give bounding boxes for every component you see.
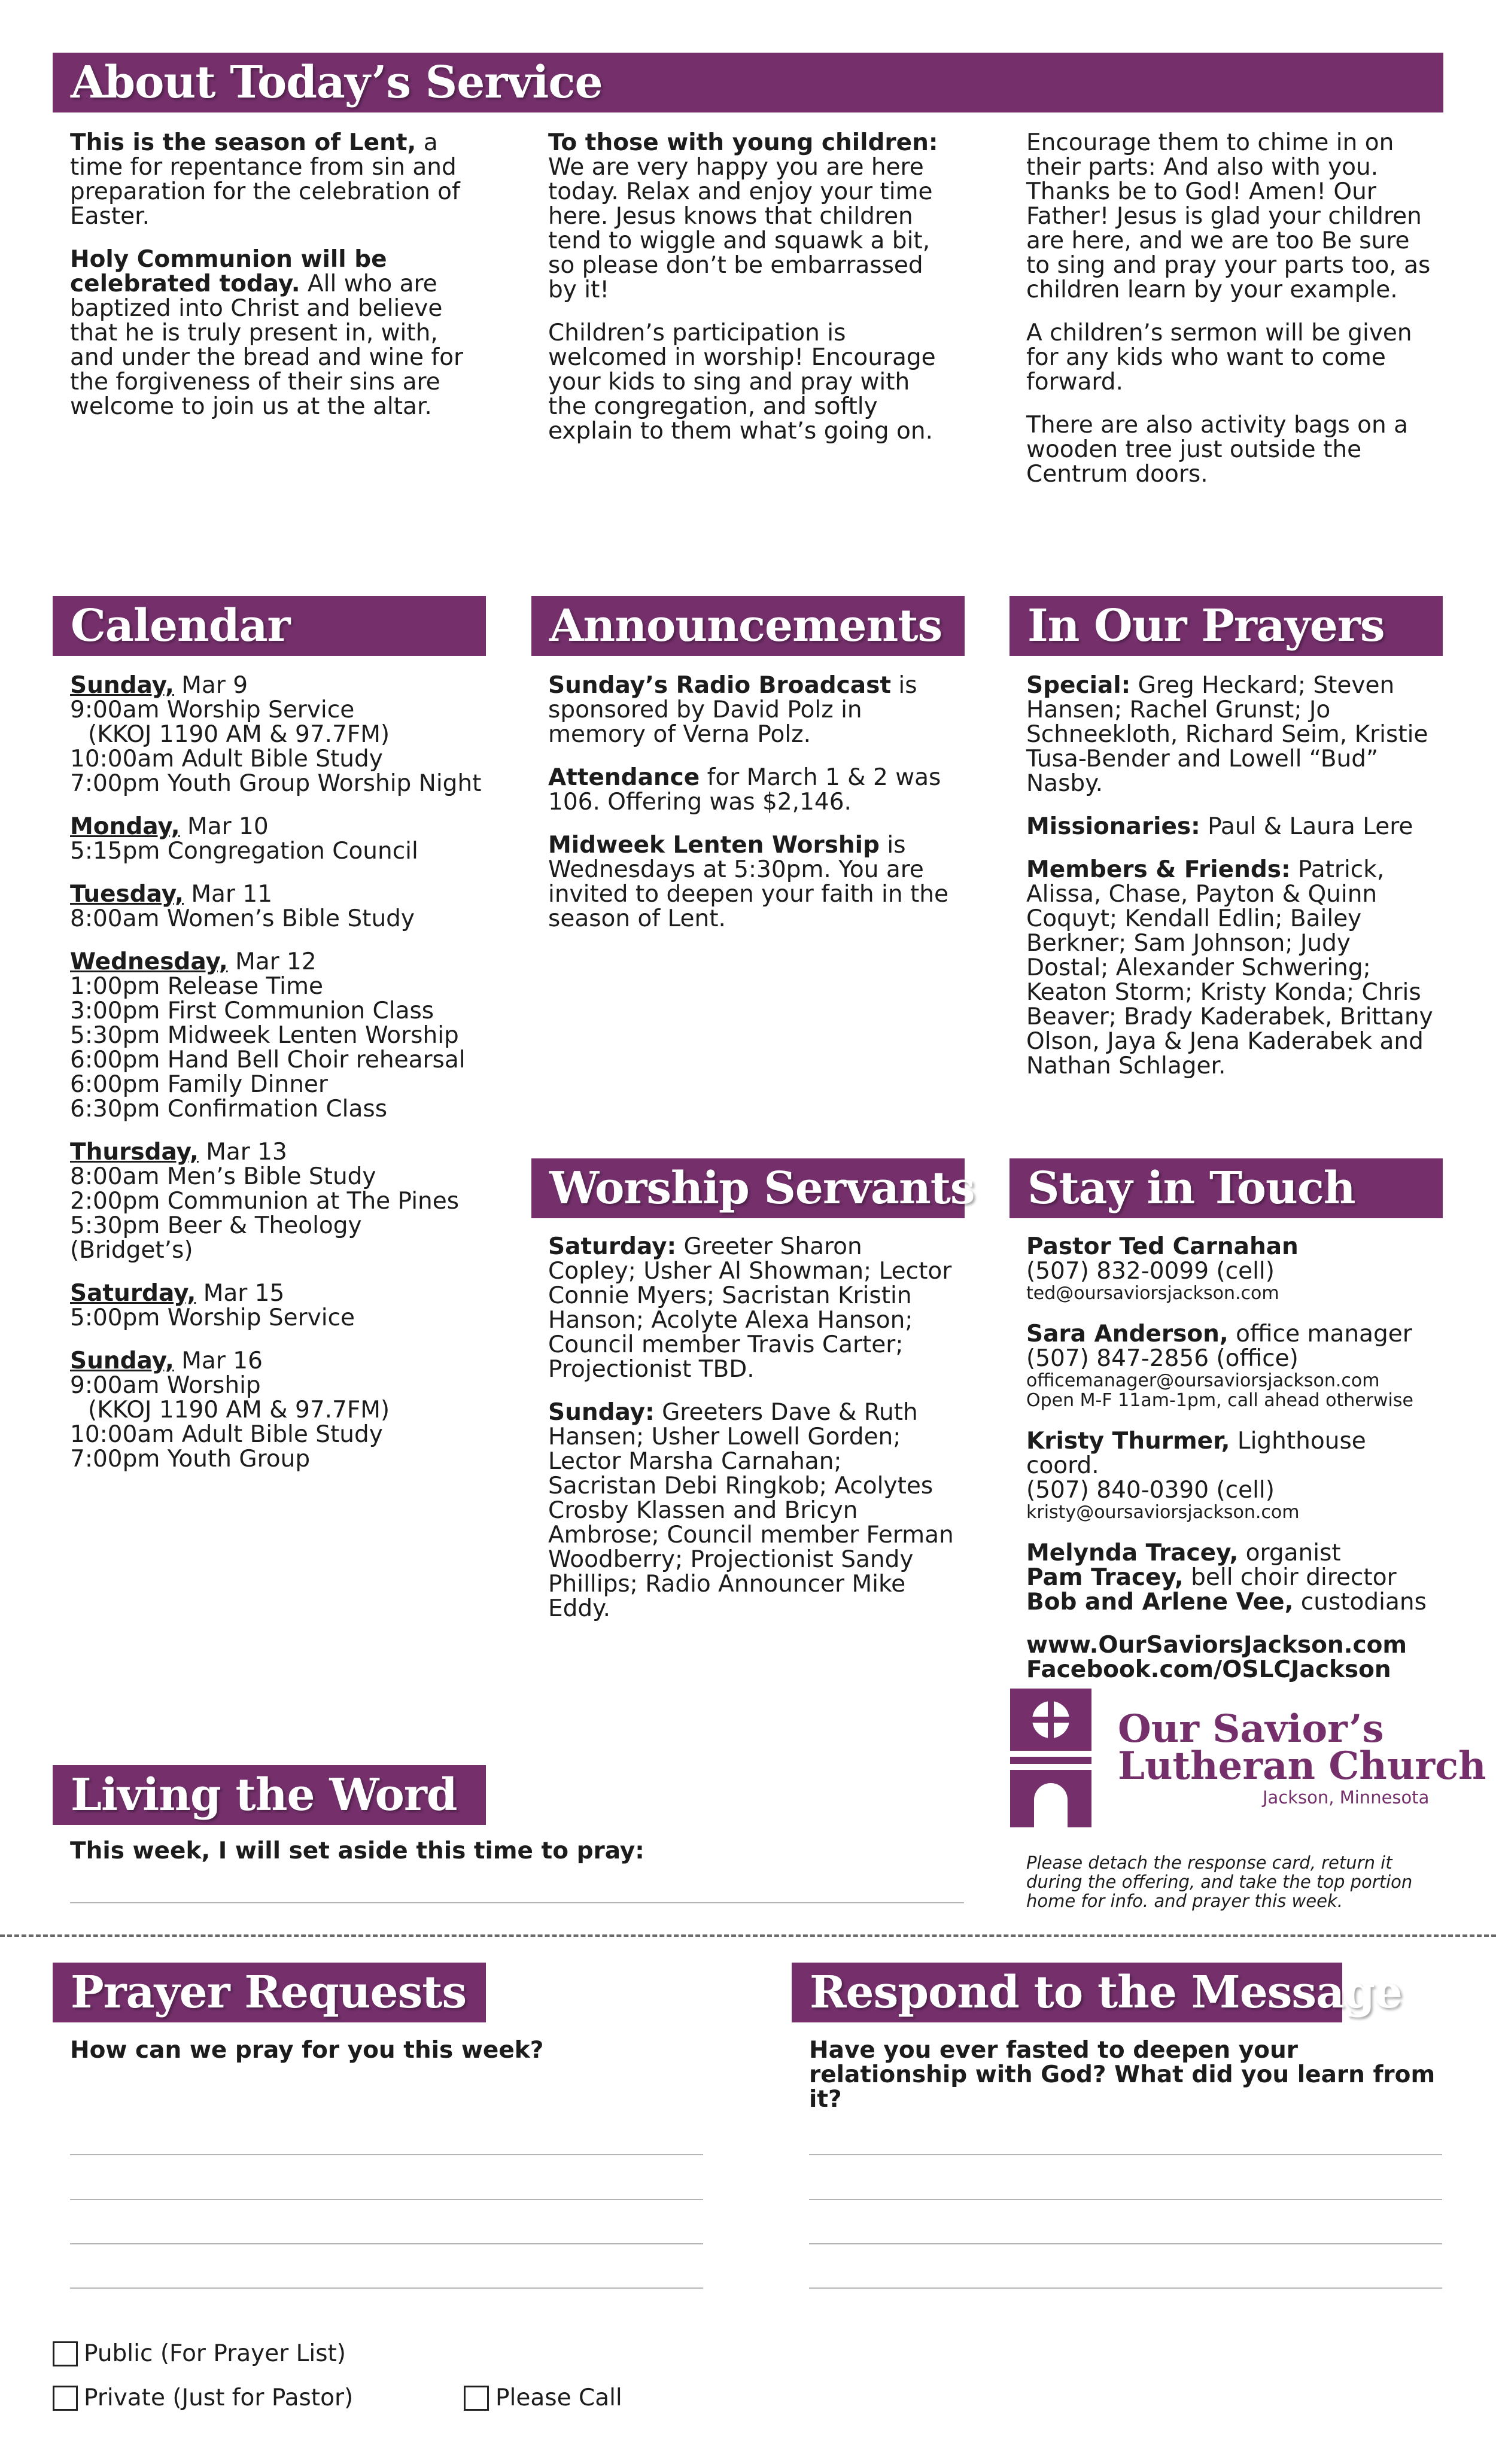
office-hours: Open M-F 11am-1pm, call ahead otherwise — [1026, 1390, 1413, 1411]
radio-paragraph — [548, 673, 955, 747]
office-email: officemanager@oursaviorsjackson.com — [1026, 1370, 1380, 1391]
calendar-day-heading — [70, 882, 483, 906]
respond-heading: Respond to the Message — [792, 1963, 1342, 2022]
calendar-day — [70, 882, 483, 931]
about-column-3 — [1026, 130, 1433, 505]
special-paragraph — [1026, 673, 1433, 796]
facebook-link[interactable]: Facebook.com/OSLCJackson — [1026, 1656, 1391, 1683]
church-logo-icon — [1010, 1689, 1091, 1827]
announcements-column — [548, 673, 955, 950]
announcements-heading: Announcements — [531, 596, 965, 656]
calendar-event: 3:00pm First Communion Class — [70, 997, 434, 1024]
children-paragraph — [548, 130, 955, 302]
private-label: Private (Just for Pastor) — [84, 2384, 354, 2411]
members-text: Patrick, Alissa, Chase, Payton & Quinn Coquyt; Kendall Edlin; Bailey Berkner; Sam Johnson; Judy Dostal; Alexander Schwering; Keaton Storm; Kristy Konda; Chris Beaver; Brady Kaderabek, Brittany Olson, Jaya & Jena Kaderabek and Nathan Schlager. — [1026, 856, 1433, 1079]
custodians: Bob and Arlene Vee, custodians — [1026, 1589, 1427, 1616]
calendar-day-date: Mar 9 — [174, 672, 248, 699]
sunday-servants-lead: Sunday: — [548, 1399, 655, 1426]
requests-prompt: How can we pray for you this week? — [70, 2037, 544, 2064]
saturday-servants-lead: Saturday: — [548, 1233, 677, 1260]
requests-line-2[interactable] — [70, 2199, 703, 2200]
special-lead: Special: — [1026, 672, 1131, 699]
living-prompt: This week, I will set aside this time to pray: — [70, 1838, 644, 1864]
radio-text: is sponsored by David Polz in memory of Verna Polz. — [548, 672, 917, 748]
calendar-event: 2:00pm Communion at The Pines — [70, 1188, 460, 1215]
prayers-column — [1026, 673, 1433, 1097]
attendance-lead: Attendance — [548, 764, 700, 791]
organist: Melynda Tracey, organist — [1026, 1540, 1341, 1566]
calendar-event: 6:00pm Family Dinner — [70, 1071, 328, 1098]
requests-heading: Prayer Requests — [53, 1963, 486, 2022]
office-manager: Sara Anderson, office manager — [1026, 1321, 1412, 1347]
living-heading: Living the Word — [53, 1765, 486, 1825]
calendar-event: 9:00am Worship — [70, 1372, 261, 1399]
calendar-day-name: Saturday, — [70, 1280, 196, 1307]
calendar-day — [70, 1349, 483, 1471]
members-paragraph — [1026, 857, 1433, 1078]
logo-city: Jackson, Minnesota — [1263, 1787, 1430, 1808]
contact-heading: Stay in Touch — [1010, 1158, 1443, 1218]
calendar-event: (KKOJ 1190 AM & 97.7FM) — [88, 1397, 390, 1423]
calendar-event: 6:00pm Hand Bell Choir rehearsal — [70, 1047, 466, 1073]
calendar-event: 5:00pm Worship Service — [70, 1304, 355, 1331]
lent-paragraph — [70, 130, 477, 229]
calendar-list — [70, 673, 483, 1490]
calendar-day-date: Mar 11 — [184, 881, 273, 908]
prayers-heading: In Our Prayers — [1010, 596, 1443, 656]
missionaries-text: Paul & Laura Lere — [1200, 813, 1413, 840]
detach-note: Please detach the response card, return it during the offering, and take the top portion home for info. and prayer this week. — [1026, 1852, 1413, 1911]
calendar-day — [70, 814, 483, 863]
attendance-text: for March 1 & 2 was 106. Offering was $2,146. — [548, 764, 941, 816]
calendar-event: (KKOJ 1190 AM & 97.7FM) — [88, 721, 390, 748]
calendar-day-date: Mar 16 — [174, 1347, 263, 1374]
lighthouse-coord: Kristy Thurmer, Lighthouse coord. — [1026, 1428, 1366, 1479]
members-lead: Members & Friends: — [1026, 856, 1291, 883]
missionaries-paragraph — [1026, 814, 1433, 839]
children-lead: To those with young children: — [548, 129, 938, 156]
calendar-event: 5:30pm Midweek Lenten Worship — [70, 1022, 459, 1049]
sermon-paragraph: A children’s sermon will be given for any kids who want to come forward. — [1026, 320, 1412, 396]
pastor-phone: (507) 832-0099 (cell) — [1026, 1258, 1275, 1285]
logo-line-1: Our Savior’s — [1118, 1706, 1384, 1751]
about-column-1 — [70, 130, 477, 437]
cut-line — [0, 1934, 1496, 1937]
calendar-day-heading — [70, 1281, 483, 1306]
communion-lead: Holy Communion will be celebrated today. — [70, 246, 387, 297]
lent-text: a time for repentance from sin and preparation for the celebration of Easter. — [70, 129, 460, 230]
calendar-heading: Calendar — [53, 596, 486, 656]
sunday-servants-text: Greeters Dave & Ruth Hansen; Usher Lowell Gorden; Lector Marsha Carnahan; Sacristan Debi Ringkob; Acolytes Crosby Klassen and Bricyn Ambrose; Council member Ferman Woodberry; Projectionist Sandy Phillips; Radio Announcer Mike Eddy. — [548, 1399, 954, 1622]
servants-heading: Worship Servants — [531, 1158, 965, 1218]
calendar-event: 9:00am Worship Service — [70, 696, 355, 723]
sunday-servants-paragraph — [548, 1400, 955, 1621]
requests-line-4[interactable] — [70, 2287, 703, 2289]
calendar-event: 10:00am Adult Bible Study — [70, 746, 383, 772]
bell-choir-director: Pam Tracey, bell choir director — [1026, 1564, 1397, 1591]
website-link[interactable]: www.OurSaviorsJackson.com — [1026, 1632, 1407, 1659]
calendar-event: 7:00pm Youth Group Worship Night — [70, 770, 482, 797]
children-text: We are very happy you are here today. Relax and enjoy your time here. Jesus knows that children tend to wiggle and squawk a bit, so please don’t be embarrassed by it! — [548, 154, 933, 303]
special-text: Greg Heckard; Steven Hansen; Rachel Grunst; Jo Schneekloth, Richard Seim, Kristie Tusa-Bender and Lowell “Bud” Nasby. — [1026, 672, 1428, 797]
calendar-event: 1:00pm Release Time — [70, 973, 323, 1000]
bags-paragraph: There are also activity bags on a wooden tree just outside the Centrum doors. — [1026, 412, 1409, 488]
calendar-day-name: Thursday, — [70, 1139, 199, 1166]
logo-line-2: Lutheran Church — [1118, 1744, 1486, 1788]
calendar-day-name: Monday, — [70, 813, 180, 840]
saturday-servants-text: Greeter Sharon Copley; Usher Al Showman; Lector Connie Myers; Sacristan Kristin Hanson; Acolyte Alexa Hanson; Council member Travis Carter; Projectionist TBD. — [548, 1233, 952, 1383]
calendar-day-heading — [70, 673, 483, 698]
pastor-name: Pastor Ted Carnahan — [1026, 1233, 1299, 1260]
public-checkbox[interactable] — [53, 2341, 78, 2366]
pastor-email: ted@oursaviorsjackson.com — [1026, 1283, 1279, 1304]
calendar-event: 5:15pm Congregation Council — [70, 838, 418, 865]
communion-text: All who are baptized into Christ and believe that he is truly present in, with, and under the bread and wine for the forgiveness of their sins are welcome to join us at the altar. — [70, 270, 464, 420]
calendar-day-heading — [70, 1140, 483, 1164]
respond-prompt: Have you ever fasted to deepen your relationship with God? What did you learn from it? — [809, 2037, 1436, 2113]
contact-column — [1026, 1234, 1445, 1682]
calendar-day — [70, 1281, 483, 1330]
calendar-day-date: Mar 10 — [180, 813, 269, 840]
calendar-event: 7:00pm Youth Group — [70, 1446, 311, 1473]
requests-line-3[interactable] — [70, 2243, 703, 2244]
calendar-day-date: Mar 13 — [198, 1139, 287, 1166]
missionaries-lead: Missionaries: — [1026, 813, 1200, 840]
calendar-event: 8:00am Women’s Bible Study — [70, 905, 415, 932]
about-column-2 — [548, 130, 955, 462]
calendar-day-name: Wednesday, — [70, 948, 228, 975]
calendar-day-date: Mar 15 — [196, 1280, 285, 1307]
calendar-day — [70, 1140, 483, 1263]
attendance-paragraph — [548, 765, 955, 814]
calendar-day — [70, 950, 483, 1121]
public-label: Public (For Prayer List) — [84, 2340, 346, 2367]
requests-line-1[interactable] — [70, 2154, 703, 2155]
radio-lead: Sunday’s Radio Broadcast — [548, 672, 891, 699]
midweek-lead: Midweek Lenten Worship — [548, 832, 880, 859]
private-checkbox[interactable] — [53, 2386, 78, 2411]
calendar-day-date: Mar 12 — [227, 948, 317, 975]
participation-paragraph: Children’s participation is welcomed in worship! Encourage your kids to sing and pray with the congregation, and softly explain to them what’s going on. — [548, 320, 936, 445]
calendar-day-heading — [70, 1349, 483, 1373]
calendar-event: 10:00am Adult Bible Study — [70, 1421, 383, 1448]
about-heading: About Today’s Service — [53, 53, 1443, 112]
respond-line-3[interactable] — [809, 2243, 1442, 2244]
respond-line-1[interactable] — [809, 2154, 1442, 2155]
midweek-paragraph — [548, 833, 955, 931]
lighthouse-phone: (507) 840-0390 (cell) — [1026, 1477, 1275, 1504]
servants-column — [548, 1234, 955, 1639]
living-write-line[interactable] — [70, 1902, 964, 1903]
respond-line-2[interactable] — [809, 2199, 1442, 2200]
please-call-label: Please Call — [495, 2384, 622, 2411]
calendar-day-name: Sunday, — [70, 672, 174, 699]
calendar-event: 6:30pm Confirmation Class — [70, 1096, 388, 1123]
office-phone: (507) 847-2856 (office) — [1026, 1345, 1299, 1372]
lent-lead: This is the season of Lent, — [70, 129, 416, 156]
calendar-day-heading — [70, 950, 483, 974]
calendar-day-heading — [70, 814, 483, 839]
midweek-text: is Wednesdays at 5:30pm. You are invited to deepen your faith in the season of Lent. — [548, 832, 948, 932]
respond-line-4[interactable] — [809, 2287, 1442, 2289]
calendar-day — [70, 673, 483, 796]
encourage-paragraph: Encourage them to chime in on their parts: And also with you. Thanks be to God! Amen! Our Father! Jesus is glad your children are here, and we are too Be sure to sing and pray your parts too, as children learn by your example. — [1026, 129, 1431, 303]
communion-paragraph — [70, 247, 477, 419]
calendar-event: 8:00am Men’s Bible Study — [70, 1163, 376, 1190]
lighthouse-email: kristy@oursaviorsjackson.com — [1026, 1502, 1300, 1523]
saturday-servants-paragraph — [548, 1234, 955, 1382]
calendar-day-name: Sunday, — [70, 1347, 174, 1374]
calendar-day-name: Tuesday, — [70, 881, 184, 908]
calendar-event: 5:30pm Beer & Theology (Bridget’s) — [70, 1212, 362, 1264]
please-call-checkbox[interactable] — [464, 2386, 489, 2411]
